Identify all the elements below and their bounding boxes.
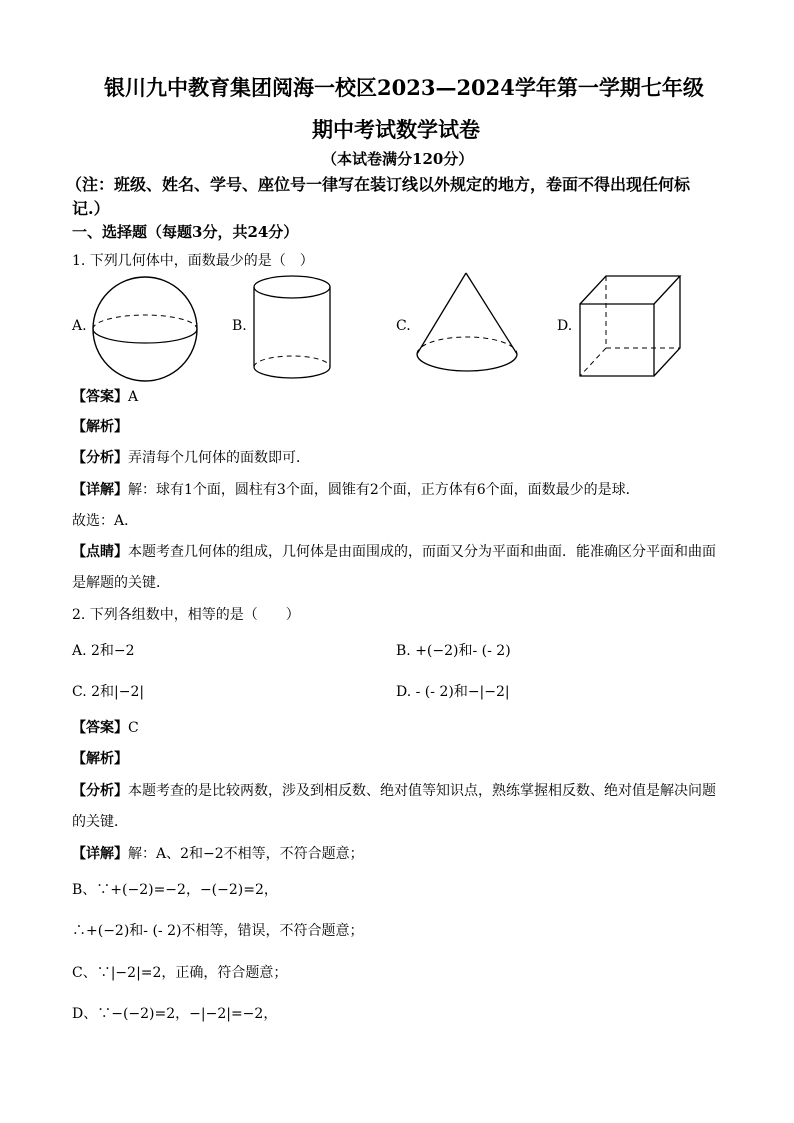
- q2-option-d: D. - (- 2)和−|−2|: [396, 684, 510, 700]
- cube-icon: [576, 272, 686, 382]
- q1-option-c-label: C.: [396, 318, 411, 334]
- cone-icon: [412, 270, 522, 380]
- fenxi-tag: 【分析】: [72, 450, 128, 466]
- q2-fenxi-line1: [72, 780, 716, 800]
- q2-xiangjie-line: [72, 843, 364, 863]
- cylinder-icon: [250, 274, 334, 384]
- xiangjie-tag: 【详解】: [72, 482, 128, 498]
- q2-stem: 2. 下列各组数中，相等的是（ ）: [72, 607, 300, 623]
- score-note: （本试卷满分120分）: [322, 150, 474, 168]
- q2-line-b1: B、∵+(−2)=−2，−(−2)=2，: [72, 882, 278, 898]
- q1-answer: A: [128, 389, 139, 405]
- q2-answer-line: [72, 717, 139, 737]
- q1-xiangjie-line: [72, 479, 640, 499]
- q2-option-a: A. 2和−2: [72, 643, 135, 659]
- q2-line-c: C、∵|−2|=2，正确，符合题意；: [72, 965, 288, 981]
- answer-tag: 【答案】: [72, 720, 128, 736]
- q1-option-d-label: D.: [557, 318, 573, 334]
- q1-option-a-label: A.: [72, 318, 87, 334]
- q1-analysis-tag: 【解析】: [72, 419, 128, 435]
- q1-dianjing-line1: [72, 541, 716, 561]
- section1-heading: 一、选择题（每题3分，共24分）: [72, 223, 299, 241]
- sphere-icon: [90, 274, 200, 384]
- q2-answer: C: [128, 720, 139, 736]
- xiangjie-tag: 【详解】: [72, 846, 128, 862]
- fenxi-tag: 【分析】: [72, 783, 128, 799]
- q1-answer-line: [72, 386, 138, 406]
- q2-option-c: C. 2和|−2|: [72, 684, 145, 700]
- q2-line-d: D、∵−(−2)=2，−|−2|=−2，: [72, 1006, 278, 1022]
- q1-option-b-label: B.: [232, 318, 247, 334]
- notice-line2: 记.）: [72, 199, 110, 218]
- title-line1: 银川九中教育集团阅海一校区2023—2024学年第一学期七年级: [104, 75, 704, 100]
- q2-line-b2: ∴+(−2)和- (- 2)不相等，错误，不符合题意；: [72, 923, 364, 939]
- dianjing-tag: 【点睛】: [72, 544, 128, 560]
- answer-tag: 【答案】: [72, 389, 128, 405]
- q1-dianjing-text1: 本题考查几何体的组成，几何体是由面围成的，而面又分为平面和曲面．能准确区分平面和曲面: [128, 544, 716, 560]
- q1-dianjing-line2: 是解题的关键．: [72, 575, 170, 591]
- q1-fenxi: 弄清每个几何体的面数即可．: [128, 450, 310, 466]
- q2-xiangjie: 解：A、2和−2不相等，不符合题意；: [128, 846, 364, 862]
- q2-fenxi-text1: 本题考查的是比较两数，涉及到相反数、绝对值等知识点，熟练掌握相反数、绝对值是解决问题: [128, 783, 716, 799]
- notice-line1: （注：班级、姓名、学号、座位号一律写在装订线以外规定的地方，卷面不得出现任何标: [66, 175, 691, 194]
- q2-analysis-tag: 【解析】: [72, 751, 128, 767]
- q1-xiangjie: 解：球有1个面，圆柱有3个面，圆锥有2个面，正方体有6个面，面数最少的是球．: [128, 482, 640, 498]
- q2-option-b: B. +(−2)和- (- 2): [396, 643, 511, 659]
- q1-fenxi-line: [72, 447, 310, 467]
- title-line2: 期中考试数学试卷: [312, 117, 480, 142]
- q1-guxuan: 故选：A．: [72, 513, 139, 529]
- q1-stem: 1. 下列几何体中，面数最少的是（ ）: [72, 253, 314, 269]
- q2-fenxi-line2: 的关键．: [72, 814, 128, 830]
